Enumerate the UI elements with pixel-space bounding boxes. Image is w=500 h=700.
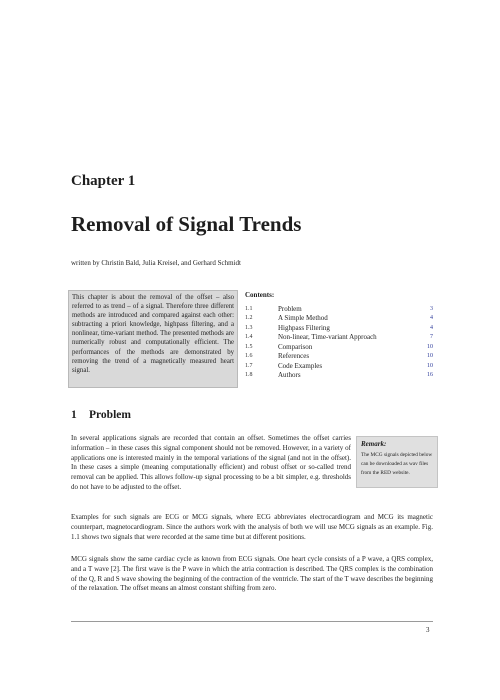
- remark-text: The MCG signals depicted below can be downloaded as wav files from the RED website.: [361, 452, 433, 476]
- section-heading: [71, 409, 131, 421]
- toc-entry-number: 1.7: [245, 362, 253, 369]
- toc-entry-title: Authors: [278, 371, 301, 379]
- toc-entry-page[interactable]: 7: [430, 334, 433, 340]
- toc-entry-title: Code Examples: [278, 361, 323, 370]
- toc-entry-title: Non-linear, Time-variant Approach: [278, 333, 377, 341]
- toc-entry-page[interactable]: 4: [430, 315, 433, 321]
- chapter-authors: written by Christin Bald, Julia Kreisel, and Gerhard Schmidt: [71, 259, 241, 267]
- toc-entry-title: Comparison: [278, 342, 313, 351]
- section-title: Problem: [89, 409, 131, 421]
- toc-entry[interactable]: [245, 324, 433, 334]
- body-paragraph-2: Examples for such signals are ECG or MCG signals, where ECG abbreviates electrocardiogram and MCG its magnetic counterpart, magnetocardiogram. Since the authors work with the analysis of both we will use MCG signals as an example. Fig. 1.1 shows two signals that were recorded at the same time but at different positions.: [71, 513, 433, 541]
- toc-entry[interactable]: [245, 371, 433, 381]
- body-paragraph-1: In several applications signals are recorded that contain an offset. Sometimes the offset carries information – in these cases this signal component should not be removed. However, in a variety of applications one is interested mainly in the temporal variations of the signal (and not in the offset). In these cases a simple (meaning computationally efficient) and robust offset or so-called trend removal can be applied. This allows follow-up signal processing to be a bit simpler, e.g. thresholds do not have to be adjusted to the offset.: [71, 434, 351, 491]
- toc-entry-page[interactable]: 10: [427, 362, 433, 369]
- toc-entry[interactable]: [245, 305, 433, 315]
- toc-entry-number: 1.4: [245, 334, 253, 340]
- toc-entry[interactable]: [245, 333, 433, 343]
- toc-entry-page[interactable]: 16: [427, 372, 433, 378]
- toc-entry-title: Problem: [278, 304, 302, 313]
- toc-entry-page[interactable]: 4: [430, 324, 433, 331]
- toc-entry-number: 1.3: [245, 324, 253, 331]
- toc-list: [245, 305, 433, 381]
- toc-entry-title: A Simple Method: [278, 314, 328, 322]
- toc-entry-number: 1.8: [245, 372, 253, 378]
- toc-entry[interactable]: [245, 343, 433, 353]
- chapter-title: Removal of Signal Trends: [71, 212, 302, 236]
- footer-rule: [71, 621, 433, 622]
- toc-entry-title: Highpass Filtering: [278, 323, 330, 332]
- toc-entry-page[interactable]: 10: [427, 353, 433, 359]
- toc-heading: Contents:: [245, 291, 275, 299]
- table-of-contents: [245, 291, 433, 381]
- toc-entry[interactable]: [245, 362, 433, 372]
- toc-entry-title: References: [278, 352, 310, 360]
- body-paragraph-3: MCG signals show the same cardiac cycle as known from ECG signals. One heart cycle consists of a P wave, a QRS complex, and a T wave [2]. The first wave is the P wave in which the atria contraction is described. The QRS complex is the combination of the Q, R and S wave showing the beginning of the contraction of the ventricle. The start of the T wave describes the beginning of the relaxation. The offset means an almost constant shifting from zero.: [71, 555, 433, 593]
- remark-title: Remark:: [361, 440, 387, 448]
- page-number: 3: [426, 626, 430, 634]
- section-number: 1: [71, 409, 77, 421]
- toc-entry-page[interactable]: 3: [430, 305, 433, 312]
- abstract-text: This chapter is about the removal of the offset – also referred to as trend – of a signal. Therefore three different methods are introduced and compared against each other: subtracting a priori knowledge, highpass filtering, and a nonlinear, time-variant method. The presented methods are numerically robust and computationally efficient. The performances of the methods are demonstrated by removing the trend of a magnetically measured heart signal.: [72, 294, 234, 374]
- toc-entry-number: 1.2: [245, 315, 253, 321]
- toc-entry[interactable]: [245, 352, 433, 362]
- toc-entry-number: 1.6: [245, 353, 253, 359]
- chapter-abstract: [68, 290, 238, 388]
- toc-entry[interactable]: [245, 314, 433, 324]
- toc-entry-number: 1.5: [245, 343, 253, 350]
- toc-entry-number: 1.1: [245, 305, 253, 312]
- remark-box: [356, 436, 438, 488]
- toc-entry-page[interactable]: 10: [427, 343, 433, 350]
- chapter-label: Chapter 1: [71, 173, 136, 189]
